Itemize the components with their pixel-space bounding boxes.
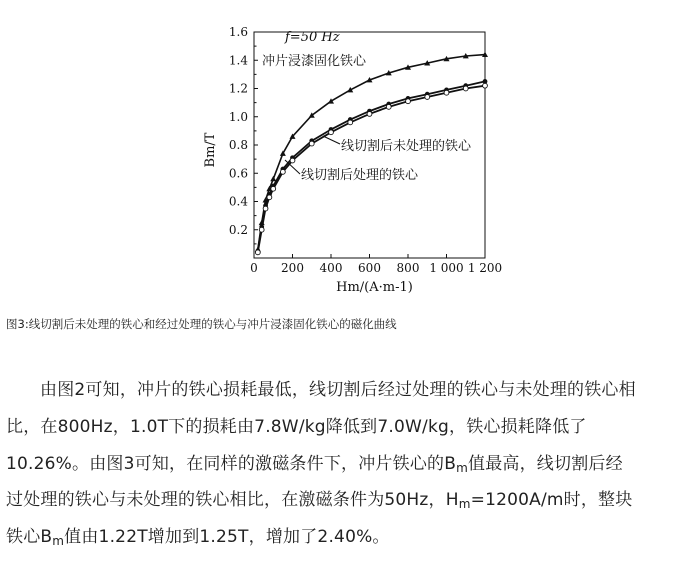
data-point-open-circle	[463, 86, 468, 91]
paragraph-text-2: 比，在800Hz，1.0T下的损耗由7.8W/kg降低到7.0W/kg，铁心损耗降低了	[6, 416, 587, 437]
x-tick-label: 1 000	[429, 261, 464, 275]
leader-line-2	[323, 136, 340, 144]
data-point-open-circle	[329, 130, 334, 135]
paragraph-line-5	[6, 519, 682, 556]
data-point-open-circle	[259, 227, 264, 232]
x-axis-label: Hm/(A·m-1)	[336, 280, 413, 295]
paragraph-text-5b: 值由1.22T增加到1.25T，增加了2.40%。	[64, 527, 390, 548]
series-label-1: 冲片浸漆固化铁心	[262, 54, 367, 69]
data-point-open-circle	[267, 195, 272, 200]
paragraph-sub-3: m	[456, 460, 468, 475]
paragraph-line-4	[6, 482, 682, 519]
data-point-open-circle	[309, 141, 314, 146]
x-tick-label: 1 200	[467, 261, 503, 275]
paragraph-sub-4: m	[458, 497, 471, 512]
chart-canvas	[190, 14, 510, 300]
paragraph-text-4a: 过处理的铁心与未处理的铁心相比，在激磁条件为50Hz，H	[6, 490, 459, 511]
data-point-open-circle	[425, 95, 430, 100]
y-tick-label: 0.6	[228, 166, 248, 181]
data-point-open-circle	[255, 250, 260, 255]
x-tick-label: 400	[319, 261, 343, 275]
paragraph-line-3	[6, 446, 682, 483]
y-tick-label: 1.0	[228, 109, 248, 124]
x-tick-label: 600	[358, 261, 381, 275]
y-tick-label: 0.2	[228, 222, 248, 237]
data-point-open-circle	[367, 112, 372, 117]
figure-caption: 图3:线切割后未处理的铁心和经过处理的铁心与冲片浸漆固化铁心的磁化曲线	[6, 317, 397, 331]
paragraph-line-1	[6, 372, 682, 409]
data-point-open-circle	[348, 120, 353, 125]
y-tick-label: 0.8	[228, 138, 248, 152]
x-tick-label: 200	[281, 261, 304, 275]
series-label-3: 线切割后处理的铁心	[301, 168, 419, 183]
data-point-triangle	[328, 98, 334, 103]
data-point-open-circle	[483, 83, 488, 88]
paragraph-text-4b: =1200A/m时，整块	[470, 490, 633, 511]
body-paragraph	[6, 372, 682, 556]
chart-labels	[203, 30, 472, 295]
paragraph-text-3: 10.26%。由图3可知，在同样的激磁条件下，冲片铁心的B	[6, 453, 457, 474]
y-axis-label: Bm/T	[203, 132, 218, 168]
data-point-open-circle	[406, 99, 411, 104]
x-tick-label: 0	[250, 261, 258, 275]
paragraph-text-1: 由图2可知，冲片的铁心损耗最低，线切割后经过处理的铁心与未处理的铁心相	[40, 380, 636, 400]
frequency-annotation: f=50 Hz	[285, 30, 340, 45]
paragraph-sub-5: m	[52, 534, 65, 549]
magnetization-chart	[190, 14, 510, 300]
y-tick-label: 1.6	[228, 25, 248, 39]
x-tick-label: 800	[396, 261, 420, 275]
data-point-open-circle	[290, 158, 295, 163]
y-tick-label: 1.2	[228, 81, 248, 96]
data-point-triangle	[270, 176, 276, 181]
paragraph-text-3b: 值最高，线切割后经	[468, 453, 623, 474]
y-tick-label: 1.4	[228, 53, 248, 68]
y-tick-label: 0.4	[228, 194, 248, 209]
data-point-open-circle	[271, 186, 276, 191]
data-point-open-circle	[280, 169, 285, 174]
series-label-2: 线切割后未处理的铁心	[341, 139, 472, 154]
paragraph-text-5a: 铁心B	[6, 527, 53, 548]
data-point-open-circle	[386, 104, 391, 109]
paragraph-line-2	[6, 409, 682, 446]
data-point-open-circle	[263, 206, 268, 211]
data-point-open-circle	[444, 90, 449, 95]
